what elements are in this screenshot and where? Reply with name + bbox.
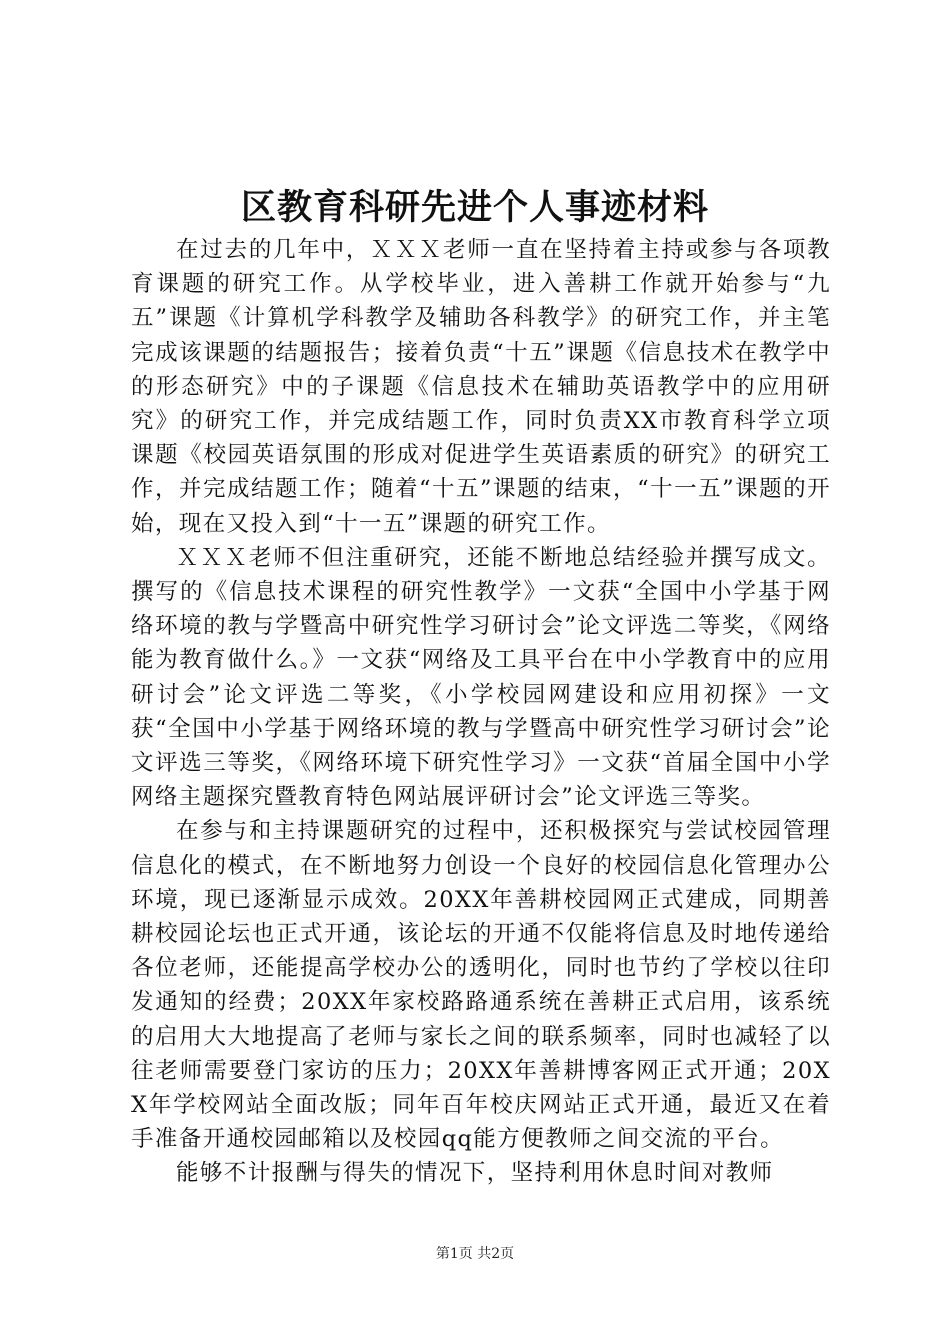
page-number-footer: 第1页 共2页 — [435, 1246, 515, 1262]
paragraph-1: 在过去的几年中，ＸＸＸ老师一直在坚持着主持或参与各项教育课题的研究工作。从学校毕业，进入善耕工作就开始参与“九五”课题《计算机学科教学及辅助各科教学》的研究工作，并主笔完成该课题的结题报告；接着负责“十五”课题《信息技术在教学中的形态研究》中的子课题《信息技术在辅助英语教学中的应用研究》的研究工作，并完成结题工作，同时负责XX市教育科学立项课题《校园英语氛围的形成对促进学生英语素质的研究》的研究工作，并完成结题工作；随着“十五”课题的结束，“十一五”课题的开始，现在又投入到“十一五”课题的研究工作。 — [131, 237, 831, 537]
paragraph-2: ＸＸＸ老师不但注重研究，还能不断地总结经验并撰写成文。撰写的《信息技术课程的研究性教学》一文获“全国中小学基于网络环境的教与学暨高中研究性学习研讨会”论文评选二等奖，《网络能为教育做什么。》一文获“网络及工具平台在中小学教育中的应用研讨会”论文评选二等奖，《小学校园网建设和应用初探》一文获“全国中小学基于网络环境的教与学暨高中研究性学习研讨会”论文评选三等奖，《网络环境下研究性学习》一文获“首届全国中小学网络主题探究暨教育特色网站展评研讨会”论文评选三等奖。 — [131, 544, 831, 811]
paragraph-3: 在参与和主持课题研究的过程中，还积极探究与尝试校园管理信息化的模式，在不断地努力创设一个良好的校园信息化管理办公环境，现已逐渐显示成效。20XX年善耕校园网正式建成，同期善耕校园论坛也正式开通，该论坛的开通不仅能将信息及时地传递给各位老师，还能提高学校办公的透明化，同时也节约了学校以往印发通知的经费；20XX年家校路路通系统在善耕正式启用，该系统的启用大大地提高了老师与家长之间的联系频率，同时也减轻了以往老师需要登门家访的压力；20XX年善耕博客网正式开通；20XX年学校网站全面改版；同年百年校庆网站正式开通，最近又在着手准备开通校园邮箱以及校园qq能方便教师之间交流的平台。 — [131, 818, 831, 1153]
document-body — [131, 233, 831, 1191]
document-title: 区教育科研先进个人事迹材料 — [240, 187, 709, 228]
paragraph-4: 能够不计报酬与得失的情况下，坚持利用休息时间对教师 — [176, 1160, 774, 1187]
